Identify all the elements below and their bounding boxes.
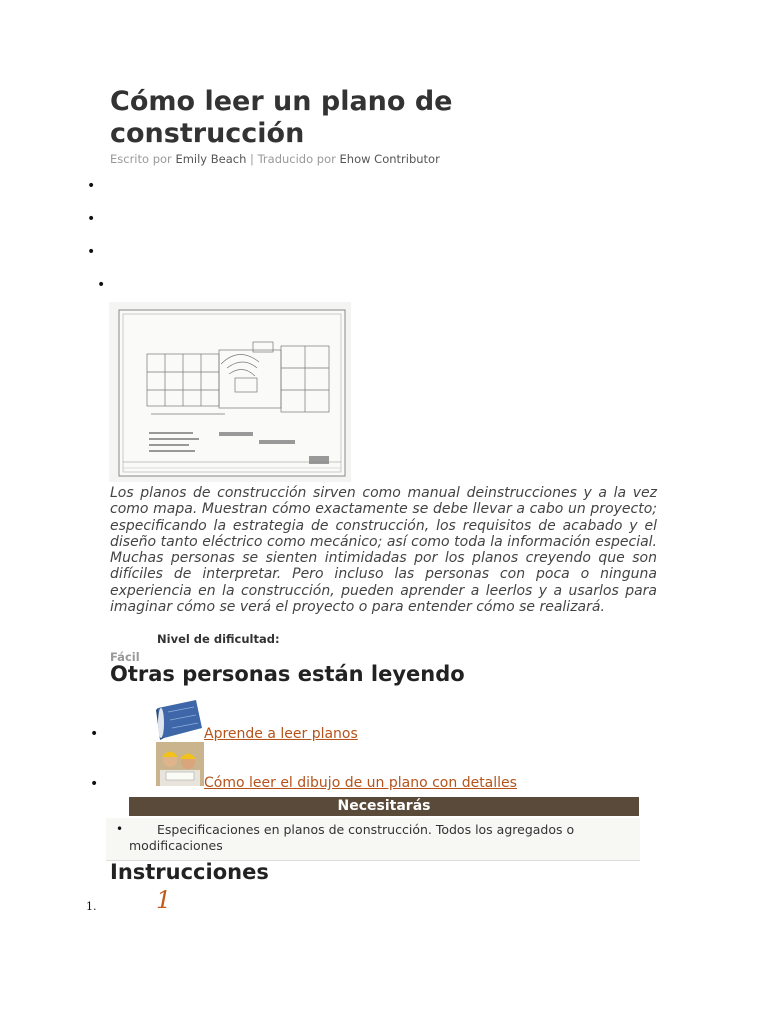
- related-bullet: •: [90, 776, 99, 792]
- workers-hardhat-thumbnail-icon[interactable]: [156, 742, 204, 786]
- share-bullet: •: [97, 277, 106, 293]
- page-title: Cómo leer un plano de construcción: [110, 86, 453, 149]
- byline: [110, 152, 440, 166]
- related-bullet: •: [90, 726, 99, 742]
- needs-heading-bar: Necesitarás: [129, 797, 639, 816]
- needs-item: Especificaciones en planos de construcción. Todos los agregados o modificaciones: [129, 822, 575, 853]
- translator-name[interactable]: Ehow Contributor: [339, 152, 440, 166]
- share-bullet: •: [87, 178, 96, 194]
- step-list-marker: 1.: [86, 900, 97, 913]
- floor-plan-image: [109, 302, 351, 482]
- related-link-dibujo-plano[interactable]: Cómo leer el dibujo de un plano con detalles: [204, 775, 517, 791]
- author-name[interactable]: Emily Beach: [175, 152, 247, 166]
- step-number: 1: [156, 886, 172, 914]
- instructions-heading: Instrucciones: [110, 860, 269, 884]
- share-bullet: •: [87, 244, 96, 260]
- byline-written-prefix: Escrito por: [110, 152, 172, 166]
- share-bullet: •: [87, 211, 96, 227]
- blueprint-roll-thumbnail-icon[interactable]: [156, 698, 204, 742]
- article-description: Los planos de construcción sirven como manual deinstrucciones y a la vez como mapa. Muestran cómo exactamente se debe llevar a cabo un proyecto; especificando la estrategia de construcción, los requisitos de acabado y el diseño tanto eléctrico como mecánico; así como toda la información especial. Muchas personas se sienten intimidadas por los planos creyendo que son difíciles de interpretar. Pero incluso las personas con poca o ninguna experiencia en la construcción, pueden aprender a leerlos y a usarlos para imaginar cómo se verá el proyecto o para entender cómo se realizará.: [110, 485, 657, 616]
- byline-translated-prefix: Traducido por: [257, 152, 336, 166]
- byline-separator: |: [250, 152, 254, 166]
- difficulty-value: Fácil: [110, 650, 140, 664]
- needs-bullet: •: [116, 822, 124, 836]
- related-link-leer-planos[interactable]: Aprende a leer planos: [204, 726, 358, 742]
- related-heading: Otras personas están leyendo: [110, 662, 465, 686]
- difficulty-label: Nivel de dificultad:: [157, 632, 280, 646]
